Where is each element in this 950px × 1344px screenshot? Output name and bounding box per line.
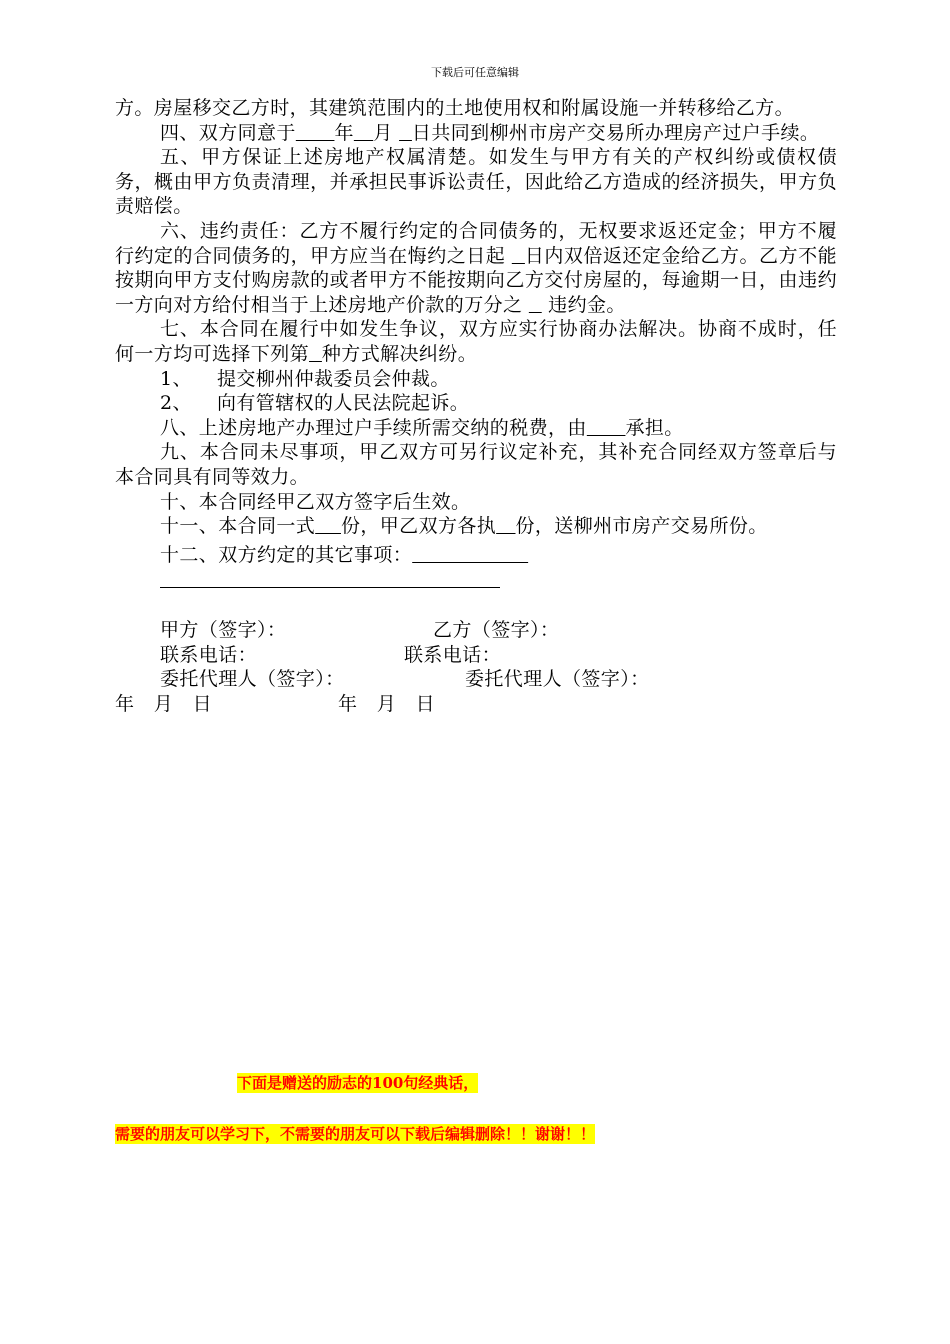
list-item-text: 向有管辖权的人民法院起诉。 xyxy=(217,392,470,415)
paragraph-7-text-b: 种方式解决纠纷。 xyxy=(321,342,478,365)
paragraph-8-text-b: 承担。 xyxy=(625,416,684,439)
blank-year xyxy=(296,122,335,144)
paragraph-7-text-a: 七、本合同在履行中如发生争议，双方应实行协商办法解决。协商不成时，任何一方均可选择下列第 xyxy=(115,318,837,365)
promo-line-2: 需要的朋友可以学习下，不需要的朋友可以下载后编辑删除！！谢谢！！ xyxy=(115,1125,596,1143)
paragraph-6 xyxy=(115,219,837,317)
paragraph-6-text-b: 日内双倍返还定金给乙方。乙方不能按期向甲方支付购房款的或者甲方不能按期向乙方交付房屋的，每逾期一日，由违约一方向对方给付相当于上述房地产价款的万分之 xyxy=(115,244,837,316)
page-header: 下载后可任意编辑 xyxy=(431,66,519,79)
paragraph-9: 九、本合同未尽事项，甲乙双方可另行议定补充，其补充合同经双方签章后与本合同具有同等效力。 xyxy=(115,441,837,488)
blank-other-matters-line xyxy=(160,567,500,588)
paragraph-8 xyxy=(115,416,837,441)
party-b-agent-label: 委托代理人（签字）： xyxy=(465,668,650,691)
blank-month xyxy=(354,122,373,144)
party-a-signature-label: 甲方（签字）： xyxy=(160,619,287,642)
blank-days xyxy=(512,245,525,267)
paragraph-4 xyxy=(115,121,837,146)
party-a-phone-label: 联系电话： xyxy=(160,643,258,666)
party-a-agent-label: 委托代理人（签字）： xyxy=(160,668,345,691)
paragraph-12 xyxy=(115,543,837,568)
paragraph-4-text-a: 四、双方同意于 xyxy=(160,121,296,144)
party-b-signature-label: 乙方（签字）： xyxy=(433,619,560,642)
blank-copies-each xyxy=(496,515,515,537)
paragraph-4-text-b: 年 xyxy=(334,121,354,144)
list-item-number: 1、 xyxy=(160,367,192,390)
paragraph-11-text-a: 十一、本合同一式 xyxy=(160,515,316,538)
paragraph-11-text-c: 份，送柳州市房产交易所份。 xyxy=(515,515,768,538)
party-b-date-label: 年 月 日 xyxy=(338,693,436,716)
paragraph-4-text-d: 日共同到柳州市房产交易所办理房产过户手续。 xyxy=(411,121,820,144)
paragraph-5: 五、甲方保证上述房地产权属清楚。如发生与甲方有关的产权纠纷或债权债务，概由甲方负责清理，并承担民事诉讼责任，因此给乙方造成的经济损失，甲方负责赔偿。 xyxy=(115,146,837,218)
blank-rate xyxy=(529,294,542,316)
paragraph-7 xyxy=(115,317,837,366)
signature-row-phone xyxy=(115,643,837,668)
paragraph-11-text-b: 份，甲乙双方各执 xyxy=(340,515,497,538)
paragraph-6-text-a: 六、违约责任：乙方不履行约定的合同债务的，无权要求返还定金；甲方不履行约定的合同债务的，甲方应当在悔约之日起 xyxy=(115,219,837,267)
contract-body xyxy=(115,96,837,717)
signature-row-party xyxy=(115,618,837,643)
signature-row-agent xyxy=(115,667,837,692)
list-item-text: 提交柳州仲裁委员会仲裁。 xyxy=(217,367,450,390)
paragraph-12-text: 十二、双方约定的其它事项： xyxy=(160,543,413,566)
blank-day xyxy=(399,122,412,144)
blank-copies xyxy=(315,515,341,537)
list-item xyxy=(115,367,837,392)
party-b-phone-label: 联系电话： xyxy=(404,643,502,666)
blank-other-matters xyxy=(412,544,528,566)
signature-row-date xyxy=(115,692,837,717)
paragraph-11 xyxy=(115,514,837,539)
paragraph-10: 十、本合同经甲乙双方签字后生效。 xyxy=(160,490,471,513)
list-item-number: 2、 xyxy=(160,392,192,415)
promo-line-1: 下面是赠送的励志的100句经典话， xyxy=(237,1074,479,1092)
paragraph-6-text-c: 违约金。 xyxy=(541,293,626,316)
blank-taxpayer xyxy=(587,417,626,439)
party-a-date-label: 年 月 日 xyxy=(115,693,213,716)
paragraph-8-text-a: 八、上述房地产办理过户手续所需交纳的税费，由 xyxy=(160,416,587,439)
paragraph-4-text-c: 月 xyxy=(373,121,400,144)
paragraph-transfer: 方。房屋移交乙方时，其建筑范围内的土地使用权和附属设施一并转移给乙方。 xyxy=(115,97,795,119)
blank-option xyxy=(309,343,322,365)
list-item xyxy=(115,391,837,416)
